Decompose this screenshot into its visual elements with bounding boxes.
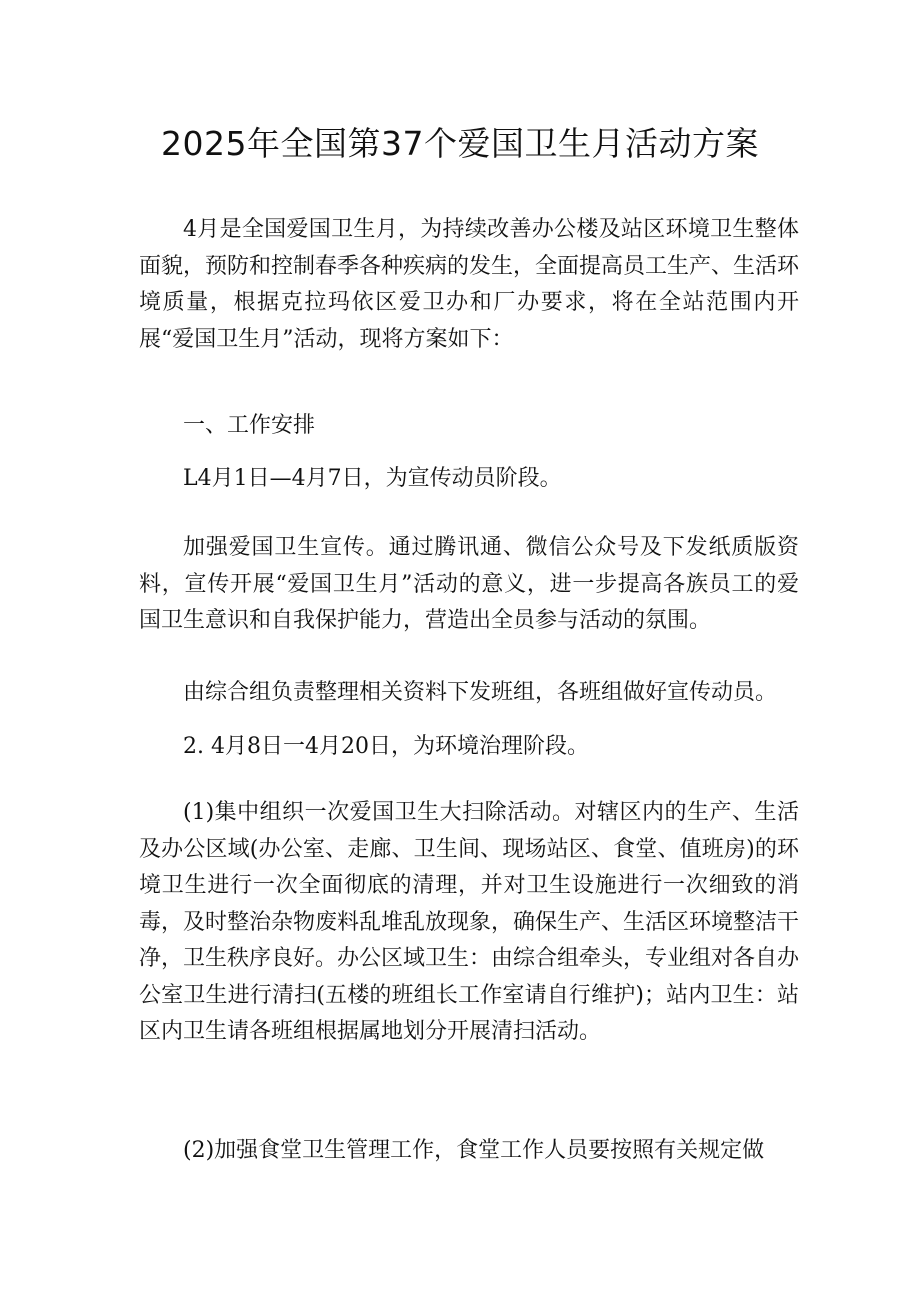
stage1-paragraph: 加强爱国卫生宣传。通过腾讯通、微信公众号及下发纸质版资料，宣传开展“爱国卫生月”活动的意义，进一步提高各族员工的爱国卫生意识和自我保护能力，营造出全员参与活动的氛围。 bbox=[139, 535, 799, 633]
stage2-item2-paragraph: (2)加强食堂卫生管理工作，食堂工作人员要按照有关规定做 bbox=[183, 1138, 765, 1163]
stage1-note: 由综合组负责整理相关资料下发班组，各班组做好宣传动员。 bbox=[183, 680, 778, 705]
document-title: 2025年全国第37个爱国卫生月活动方案 bbox=[161, 124, 759, 163]
stage2-heading: 2. 4月8日一4月20日，为环境治理阶段。 bbox=[183, 734, 589, 759]
section-heading-work-arrangement: 一、工作安排 bbox=[183, 413, 316, 438]
stage2-item1-paragraph: (1)集中组织一次爱国卫生大扫除活动。对辖区内的生产、生活及办公区域(办公室、走廊、卫生间、现场站区、食堂、值班房)的环境卫生进行一次全面彻底的清理，并对卫生设施进行一次细致的消毒，及时整治杂物废料乱堆乱放现象，确保生产、生活区环境整洁干净，卫生秩序良好。办公区域卫生：由综合组牵头，专业组对各自办公室卫生进行清扫(五楼的班组长工作室请自行维护)；站内卫生：站区内卫生请各班组根据属地划分开展清扫活动。 bbox=[139, 800, 800, 1044]
intro-paragraph: 4月是全国爱国卫生月，为持续改善办公楼及站区环境卫生整体面貌，预防和控制春季各种疾病的发生，全面提高员工生产、生活环境质量，根据克拉玛依区爱卫办和厂办要求，将在全站范围内开展“爱国卫生月”活动，现将方案如下： bbox=[139, 217, 800, 352]
stage1-heading: L4月1日—4月7日，为宣传动员阶段。 bbox=[183, 466, 562, 491]
